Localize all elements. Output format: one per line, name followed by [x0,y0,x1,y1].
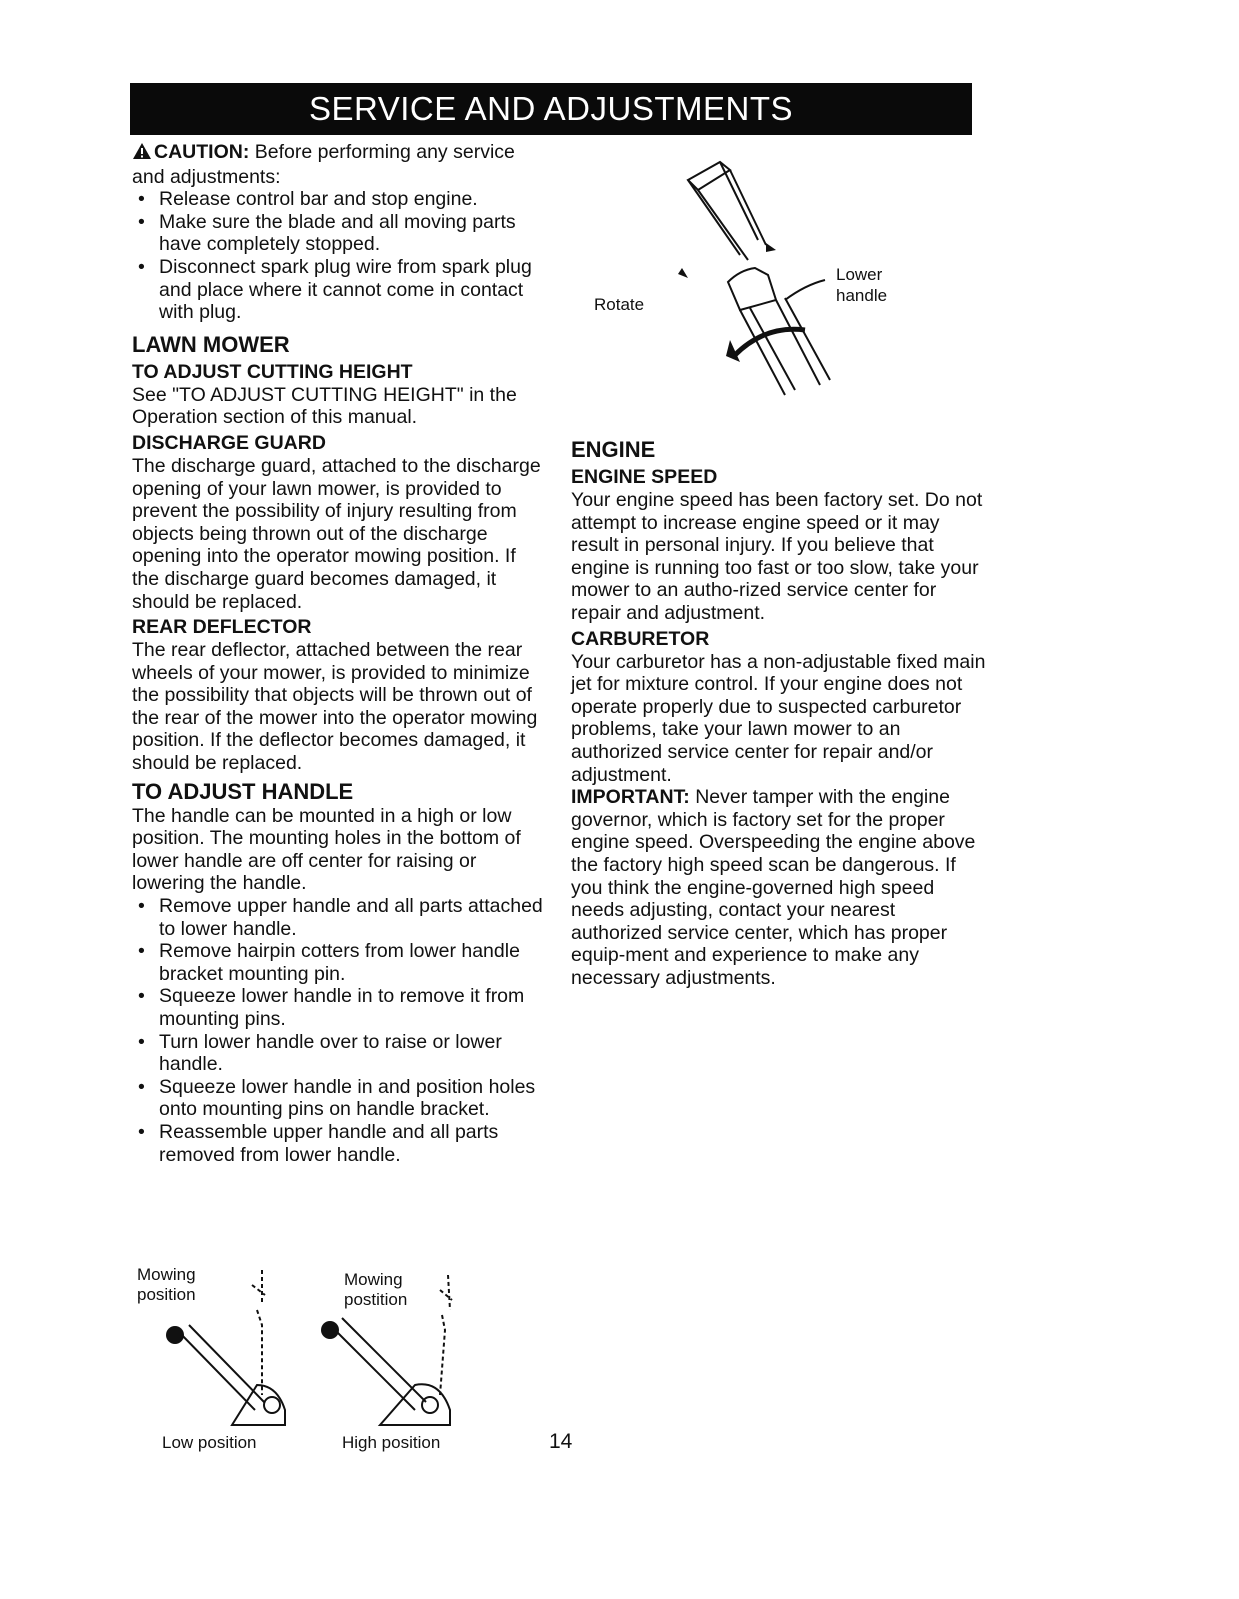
discharge-guard-heading: DISCHARGE GUARD [132,431,326,454]
carburetor-heading: CARBURETOR [571,627,710,650]
list-item: • Squeeze lower handle in and position holes onto mounting pins on handle bracket. [132,1076,547,1121]
adjust-handle-heading: TO ADJUST HANDLE [132,778,354,804]
list-item: • Disconnect spark plug wire from spark plug and place where it cannot come in contact with plug. [132,256,547,324]
rotate-handle-figure [580,150,940,410]
caution-text: Before performing any service and adjustments: [132,141,515,188]
cutting-height-text: See "TO ADJUST CUTTING HEIGHT" in the Operation section of this manual. [132,383,517,429]
discharge-guard-text: The discharge guard, attached to the discharge opening of your lawn mower, is provided to prevent the possibility of injury resulting from objects being thrown out of the discharge opening into the operator mowing position. If the discharge guard becomes damaged, it should be replaced. [132,454,541,613]
right-column [571,437,991,989]
list-item: • Remove hairpin cotters from lower handle bracket mounting pin. [132,940,547,985]
cutting-height-heading: TO ADJUST CUTTING HEIGHT [132,360,413,383]
high-position-caption: High position [342,1433,441,1452]
adjust-handle-text: The handle can be mounted in a high or low position. The mounting holes in the bottom of lower handle are off center for raising or lowering the handle. [132,804,521,895]
postition-label: postition [344,1290,408,1309]
engine-speed-heading: ENGINE SPEED [571,466,718,488]
low-position-figure [137,1265,317,1465]
important-paragraph [571,786,991,989]
list-item: • Squeeze lower handle in to remove it from mounting pins. [132,985,547,1030]
lower-label: Lower [836,265,883,284]
important-text: Never tamper with the engine governor, which is factory set for the proper engine speed. Overspeeding the engine above the factory high speed scan be dangerous. If you think the engine-governed high speed needs adjusting, contact your nearest authorized service center, which has proper equip-ment and experience to make any necessary adjustments. [571,786,976,989]
page-number: 14 [549,1430,573,1453]
rotate-label: Rotate [594,295,645,314]
list-item: • Make sure the blade and all moving parts have completely stopped. [132,211,547,256]
adjust-handle-steps [132,895,547,1166]
rear-deflector-text: The rear deflector, attached between the rear wheels of your mower, is provided to minimize the possibility that objects will be thrown out of the rear of the mower into the operator mowing position. If the deflector becomes damaged, it should be replaced. [132,639,538,775]
list-item: • Remove upper handle and all parts attached to lower handle. [132,895,547,940]
caution-list [132,188,547,324]
list-item: • Reassemble upper handle and all parts removed from lower handle. [132,1121,547,1166]
engine-speed-text: Your engine speed has been factory set. Do not attempt to increase engine speed or it may result in personal injury. If you believe that engine is running too fast or too slow, take your mower to an autho-rized service center for repair and adjustment. [571,489,983,624]
handle-illustration [580,150,940,410]
mowing-label: Mowing [344,1270,403,1289]
caution-paragraph [132,141,547,188]
carburetor-text: Your carburetor has a non-adjustable fixed main jet for mixture control. If your engine does not operate properly due to suspected carburetor problems, take your lawn mower to an authorized service center for repair and/or adjustment. [571,650,986,786]
low-position-caption: Low position [162,1433,257,1452]
warning-triangle-icon [132,142,154,166]
section-title-banner: SERVICE AND ADJUSTMENTS [130,83,972,135]
engine-heading: ENGINE [571,437,656,462]
position-label: position [137,1285,196,1304]
caution-label: CAUTION: [154,141,250,163]
high-position-figure [320,1270,500,1470]
rear-deflector-heading: REAR DEFLECTOR [132,616,312,639]
mowing-label: Mowing [137,1265,196,1284]
list-item: • Turn lower handle over to raise or lower handle. [132,1031,547,1076]
list-item: • Release control bar and stop engine. [132,188,547,211]
lawn-mower-heading: LAWN MOWER [132,331,290,357]
handle-label: handle [836,286,888,305]
left-column [132,141,547,1166]
important-label: IMPORTANT: [571,786,690,809]
